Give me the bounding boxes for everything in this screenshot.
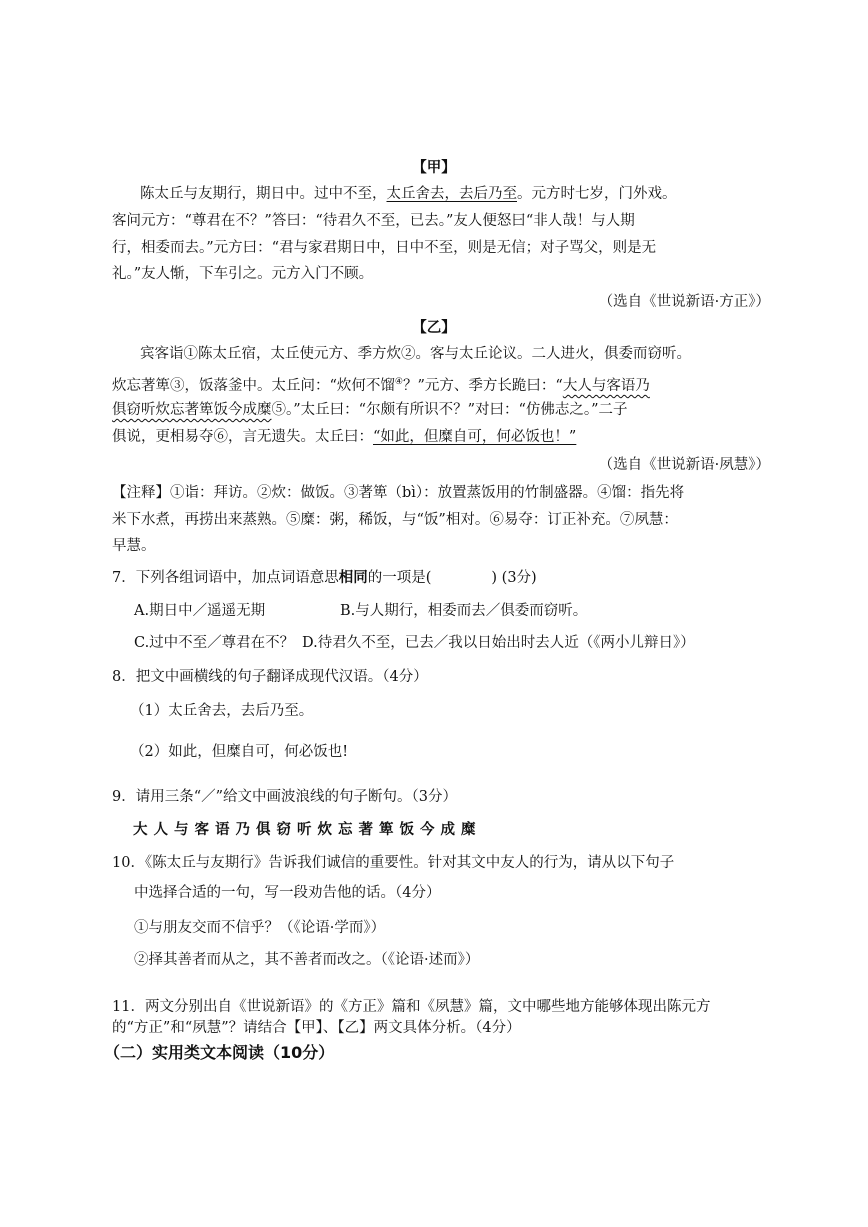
question-10-option-1: ①与朋友交而不信乎？（《论语·学而》） bbox=[134, 920, 386, 936]
section-2-title: （二）实用类文本阅读（10分） bbox=[104, 1043, 335, 1062]
passage-jia-line-2: 客问元方：“尊君在不？”答曰：“待君久不至，已去。”友人便怒曰“非人哉！与人期 bbox=[112, 213, 635, 229]
question-7-option-d: D.待君久不至，已去／我以日始出时去人近（《两小儿辩日》） bbox=[302, 635, 695, 651]
passage-yi-line-3: 俱窃听炊忘著箄饭今成糜⑤。”太丘曰：“尔颇有所识不？”对曰：“仿佛志之。”二子 bbox=[112, 402, 628, 418]
question-9-sentence: 大人与客语乃俱窃听炊忘著箄饭今成糜 bbox=[133, 821, 482, 838]
passage-yi-heading: 【乙】 bbox=[412, 319, 456, 336]
question-8-sentence-2: （2）如此，但糜自可，何必饭也! bbox=[130, 744, 349, 760]
passage-yi-line-1: 宾客诣①陈太丘宿，太丘使元方、季方炊②。客与太丘论议。二人进火，俱委而窃听。 bbox=[140, 346, 691, 362]
question-7-option-c: C.过中不至／尊君在不？ bbox=[134, 635, 295, 651]
underlined-sentence-1: 太丘舍去，去后乃至 bbox=[386, 186, 517, 202]
passage-yi-source: （选自《世说新语·夙慧》） bbox=[598, 457, 770, 473]
question-10-stem-line-1: 10．《陈太丘与友期行》告诉我们诚信的重要性。针对其文中友人的行为，请从以下句子 bbox=[112, 855, 675, 871]
passage-jia-heading: 【甲】 bbox=[412, 159, 456, 176]
underlined-sentence-2: “如此，但糜自可，何必饭也！” bbox=[373, 429, 577, 445]
notes-line-3: 早慧。 bbox=[112, 538, 156, 554]
question-7-stem: 7．下列各组词语中，加点词语意思相同的一项是( ) (3分) bbox=[112, 569, 537, 586]
notes-line-2: 米下水煮，再捞出来蒸熟。⑤糜：粥，稀饭，与“饭”相对。⑥易夺：订正补充。⑦夙慧： bbox=[112, 512, 678, 528]
question-10-stem-line-2: 中选择合适的一句，写一段劝告他的话。（4分） bbox=[134, 885, 441, 901]
question-8-sentence-1: （1）太丘舍去，去后乃至。 bbox=[130, 703, 314, 719]
question-7-option-b: B.与人期行，相委而去／俱委而窃听。 bbox=[340, 603, 588, 619]
passage-jia-line-1: 陈太丘与友期行，期日中。过中不至，太丘舍去，去后乃至。元方时七岁，门外戏。 bbox=[140, 186, 677, 202]
question-7-option-a: A.期日中／遥遥无期 bbox=[134, 603, 266, 619]
question-11-stem-line-2: 的“方正”和“夙慧”？请结合【甲】、【乙】两文具体分析。（4分） bbox=[112, 1020, 521, 1036]
notes-line-1: 【注释】①诣：拜访。②炊：做饭。③著箄（bì）：放置蒸饭用的竹制盛器。④馏：指先将 bbox=[112, 485, 685, 501]
passage-yi-line-2: 炊忘著箄③，饭落釜中。太丘问：“炊何不馏④？”元方、季方长跪曰：“大人与客语乃 bbox=[112, 377, 650, 394]
wavy-sentence-part-2: 俱窃听炊忘著箄饭今成糜 bbox=[112, 402, 272, 418]
question-8-stem: 8．把文中画横线的句子翻译成现代汉语。（4分） bbox=[112, 669, 428, 685]
passage-jia-line-3: 行，相委而去。”元方曰：“君与家君期日中，日中不至，则是无信；对子骂父，则是无 bbox=[112, 240, 657, 256]
question-11-stem-line-1: 11．两文分别出自《世说新语》的《方正》篇和《夙慧》篇，文中哪些地方能够体现出陈元方 bbox=[112, 999, 711, 1015]
passage-jia-line-4: 礼。”友人惭，下车引之。元方入门不顾。 bbox=[112, 266, 374, 282]
question-10-option-2: ②择其善者而从之，其不善者而改之。（《论语·述而》） bbox=[134, 952, 480, 968]
passage-jia-source: （选自《世说新语·方正》） bbox=[598, 294, 770, 310]
wavy-sentence-part-1: 大人与客语乃 bbox=[562, 377, 650, 394]
question-9-stem: 9．请用三条“／”给文中画波浪线的句子断句。（3分） bbox=[112, 789, 458, 805]
passage-yi-line-4: 俱说，更相易夺⑥，言无遗失。太丘曰：“如此，但糜自可，何必饭也！” bbox=[112, 429, 577, 445]
